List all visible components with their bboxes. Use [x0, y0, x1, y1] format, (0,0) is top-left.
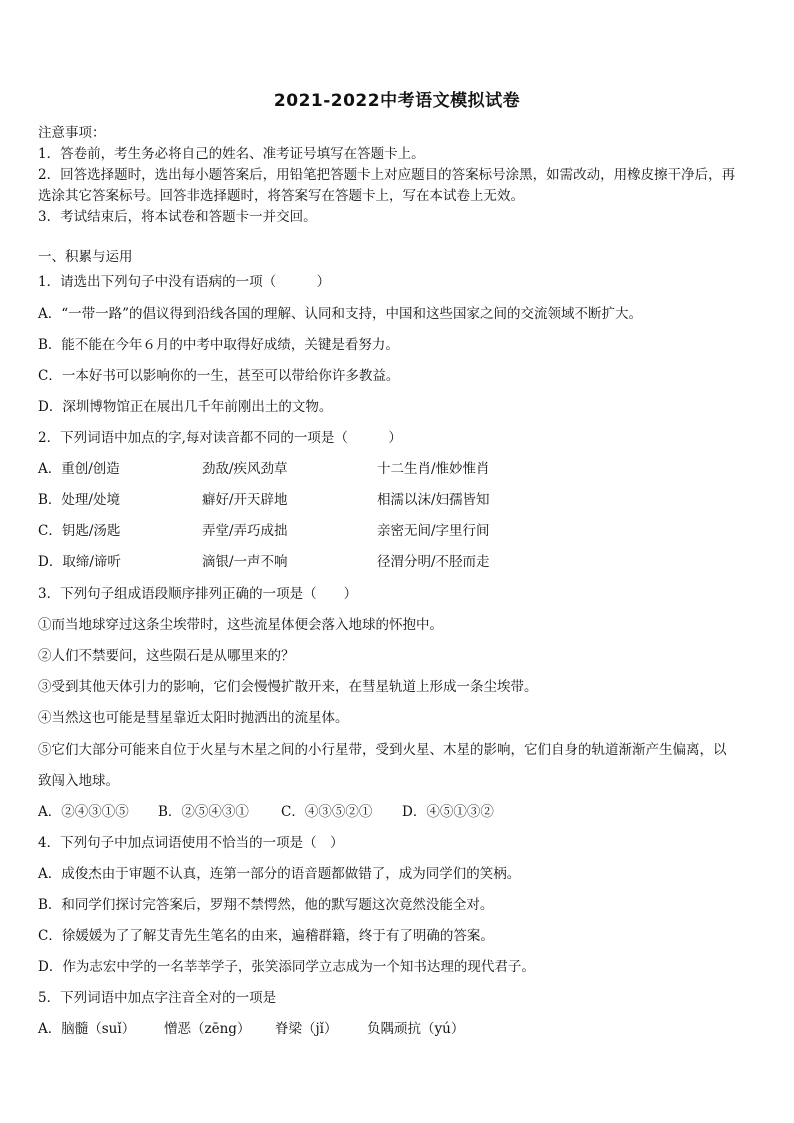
notice-heading: 注意事项：: [38, 125, 106, 141]
notice-item-1: 1．答卷前，考生务必将自己的姓名、准考证号填写在答题卡上。: [38, 146, 425, 162]
q2-c-col1: C．钥匙/汤匙: [38, 523, 121, 539]
q2-a-col1: A．重创/创造: [38, 461, 120, 477]
q3-sentence-2: ②人们不禁要问，这些陨石是从哪里来的？: [38, 648, 295, 664]
q3-option-a: A．②④③①⑤: [38, 804, 129, 820]
q4-stem: 4．下列句子中加点词语使用不恰当的一项是（ ）: [38, 835, 344, 851]
q3-sentence-1: ①而当地球穿过这条尘埃带时，这些流星体便会落入地球的怀抱中。: [38, 617, 443, 633]
q2-c-col2: 弄堂/弄巧成拙: [202, 523, 288, 539]
q3-option-d: D．④⑤①③②: [402, 804, 494, 820]
notice-item-3: 3．考试结束后，将本试卷和答题卡一并交回。: [38, 209, 317, 225]
q2-a-col2: 劲敌/疾风劲草: [202, 461, 288, 477]
q3-sentence-4: ④当然这也可能是彗星靠近太阳时抛洒出的流星体。: [38, 710, 349, 726]
notice-item-2a: 2．回答选择题时，选出每小题答案后，用铅笔把答题卡上对应题目的答案标号涂黑，如需改动，用橡皮擦干净后，再: [38, 167, 736, 183]
q4-option-a: A．成俊杰由于审题不认真，连第一部分的语音题都做错了，成为同学们的笑柄。: [38, 866, 521, 882]
q3-sentence-3: ③受到其他天体引力的影响，它们会慢慢扩散开来，在彗星轨道上形成一条尘埃带。: [38, 679, 538, 695]
q2-d-col1: D．取缔/谛听: [38, 554, 121, 570]
q5-option-a-3: 脊梁（jǐ）: [275, 1021, 338, 1037]
q2-c-col3: 亲密无间/字里行间: [377, 523, 490, 539]
q3-option-c: C．④③⑤②①: [281, 804, 373, 820]
q2-stem: 2．下列词语中加点的字,每对读音都不同的一项是（ ）: [38, 430, 402, 446]
page-title: 2021-2022中考语文模拟试卷: [273, 91, 521, 111]
q3-sentence-5a: ⑤它们大部分可能来自位于火星与木星之间的小行星带，受到火星、木星的影响，它们自身的轨道渐渐产生偏离，以: [38, 742, 727, 758]
q1-stem: 1．请选出下列句子中没有语病的一项（ ）: [38, 274, 331, 290]
q1-option-d: D．深圳博物馆正在展出几千年前刚出土的文物。: [38, 399, 333, 415]
q5-option-a-2: 憎恶（zēng）: [164, 1021, 251, 1037]
q2-b-col1: B．处理/处境: [38, 492, 120, 508]
q5-option-a-4: 负隅顽抗（yú）: [367, 1021, 465, 1037]
q2-b-col3: 相濡以沫/妇孺皆知: [377, 492, 490, 508]
q1-option-b: B．能不能在今年６月的中考中取得好成绩，关键是看努力。: [38, 337, 399, 353]
q3-option-b: B．②⑤④③①: [158, 804, 249, 820]
q4-option-d: D．作为志宏中学的一名莘莘学子，张笑添同学立志成为一个知书达理的现代君子。: [38, 959, 535, 975]
q4-option-c: C．徐媛媛为了了解艾青先生笔名的由来，遍稽群籍，终于有了明确的答案。: [38, 928, 494, 944]
q1-option-a: A．“一带一路”的倡议得到沿线各国的理解、认同和支持，中国和这些国家之间的交流领域不断扩大。: [38, 306, 643, 322]
q4-option-b: B．和同学们探讨完答案后，罗翔不禁愕然，他的默写题这次竟然没能全对。: [38, 897, 494, 913]
q1-option-c: C．一本好书可以影响你的一生，甚至可以带给你许多教益。: [38, 368, 400, 384]
q2-d-col3: 径渭分明/不胫而走: [377, 554, 490, 570]
q2-b-col2: 癖好/开天辟地: [202, 492, 288, 508]
section-heading: 一、积累与运用: [38, 249, 133, 265]
notice-item-2b: 选涂其它答案标号。回答非选择题时，将答案写在答题卡上，写在本试卷上无效。: [38, 188, 524, 204]
q2-d-col2: 滴银/一声不响: [202, 554, 288, 570]
q2-a-col3: 十二生肖/惟妙惟肖: [377, 461, 490, 477]
q3-sentence-5b: 致闯入地球。: [38, 773, 119, 789]
q5-option-a-1: A．脑髓（suǐ）: [38, 1021, 136, 1037]
q5-stem: 5．下列词语中加点字注音全对的一项是: [38, 990, 277, 1006]
q3-stem: 3．下列句子组成语段顺序排列正确的一项是（ ）: [38, 586, 358, 602]
